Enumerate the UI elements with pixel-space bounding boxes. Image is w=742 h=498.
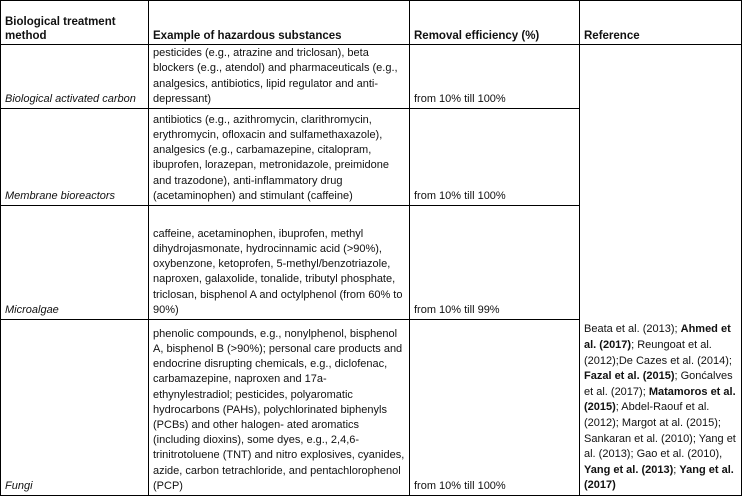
efficiency-cell: from 10% till 100% (410, 109, 580, 206)
method-cell: Biological activated carbon (1, 45, 149, 109)
reference-text: ; Abdel-Raouf et al. (2012); Margot at al. (2015); Sankaran et al. (2010); Yang et al. (2013); Gao et al. (2010), (584, 401, 736, 461)
header-substances: Example of hazardous substances (149, 1, 410, 45)
substances-cell: antibiotics (e.g., azithromycin, clarithromycin, erythromycin, ofloxacin and sulfamethaxazole), analgesics (e.g., carbamazepine, citalopram, ibuprofen, lorazepan, metronidazole, preimidone and trazodone), anti-inflammatory drug (acetaminophen) and stimulant (caffeine) (149, 109, 410, 206)
header-method: Biological treatment method (1, 1, 149, 45)
reference-text: Beata et al. (2013); (584, 323, 681, 336)
table-row (1, 45, 742, 109)
reference-text-bold: Fazal et al. (2015) (584, 370, 675, 383)
reference-cell (580, 45, 742, 496)
header-row (1, 1, 742, 45)
substances-cell: pesticides (e.g., atrazine and triclosan), beta blockers (e.g., atendol) and pharmaceuticals (e.g., analgesics, antibiotics, lipid regulator and anti-depressant) (149, 45, 410, 109)
method-cell: Fungi (1, 320, 149, 496)
reference-text-bold: Yang et al. (2013) (584, 463, 674, 476)
efficiency-cell: from 10% till 99% (410, 206, 580, 320)
header-efficiency: Removal efficiency (%) (410, 1, 580, 45)
efficiency-cell: from 10% till 100% (410, 320, 580, 496)
method-cell: Membrane bioreactors (1, 109, 149, 206)
reference-text-bold: Ahmed et al. (2017) (584, 323, 731, 352)
header-reference: Reference (580, 1, 742, 45)
reference-text-bold: Yang et al. (2017) (584, 463, 734, 492)
reference-text-bold: Matamoros et al. (2015) (584, 385, 736, 414)
reference-text: ; Reungoat et al. (2012);De Cazes et al. (2014); (584, 339, 732, 367)
substances-cell: phenolic compounds, e.g., nonylphenol, bisphenol A, bisphenol B (>90%); personal care products and endocrine disrupting chemicals, e.g., diclofenac, carbamazepine, naproxen and 17a-ethynylestradiol; pesticides, polyaromatic hydrocarbons (PAHs), polychlorinated biphenyls (PCBs) and other halogen- ated aromatics (including dioxins), some dyes, e.g., 2,4,6- trinitrotoluene (TNT) and nitro explosives, cyanides, azide, carbon tetrachloride, and pentachlorophenol (PCP) (149, 320, 410, 496)
reference-text: ; Gonćalves et al. (2017); (584, 370, 733, 398)
efficiency-cell: from 10% till 100% (410, 45, 580, 109)
method-cell: Microalgae (1, 206, 149, 320)
substances-cell: caffeine, acetaminophen, ibuprofen, methyl dihydrojasmonate, hydrocinnamic acid (>90%), oxybenzone, ketoprofen, 5-methyl/benzotriazole, naproxen, galaxolide, tonalide, tributyl phosphate, triclosan, bisphenol A and octylphenol (from 60% to 90%) (149, 206, 410, 320)
reference-text: ; (673, 463, 680, 476)
